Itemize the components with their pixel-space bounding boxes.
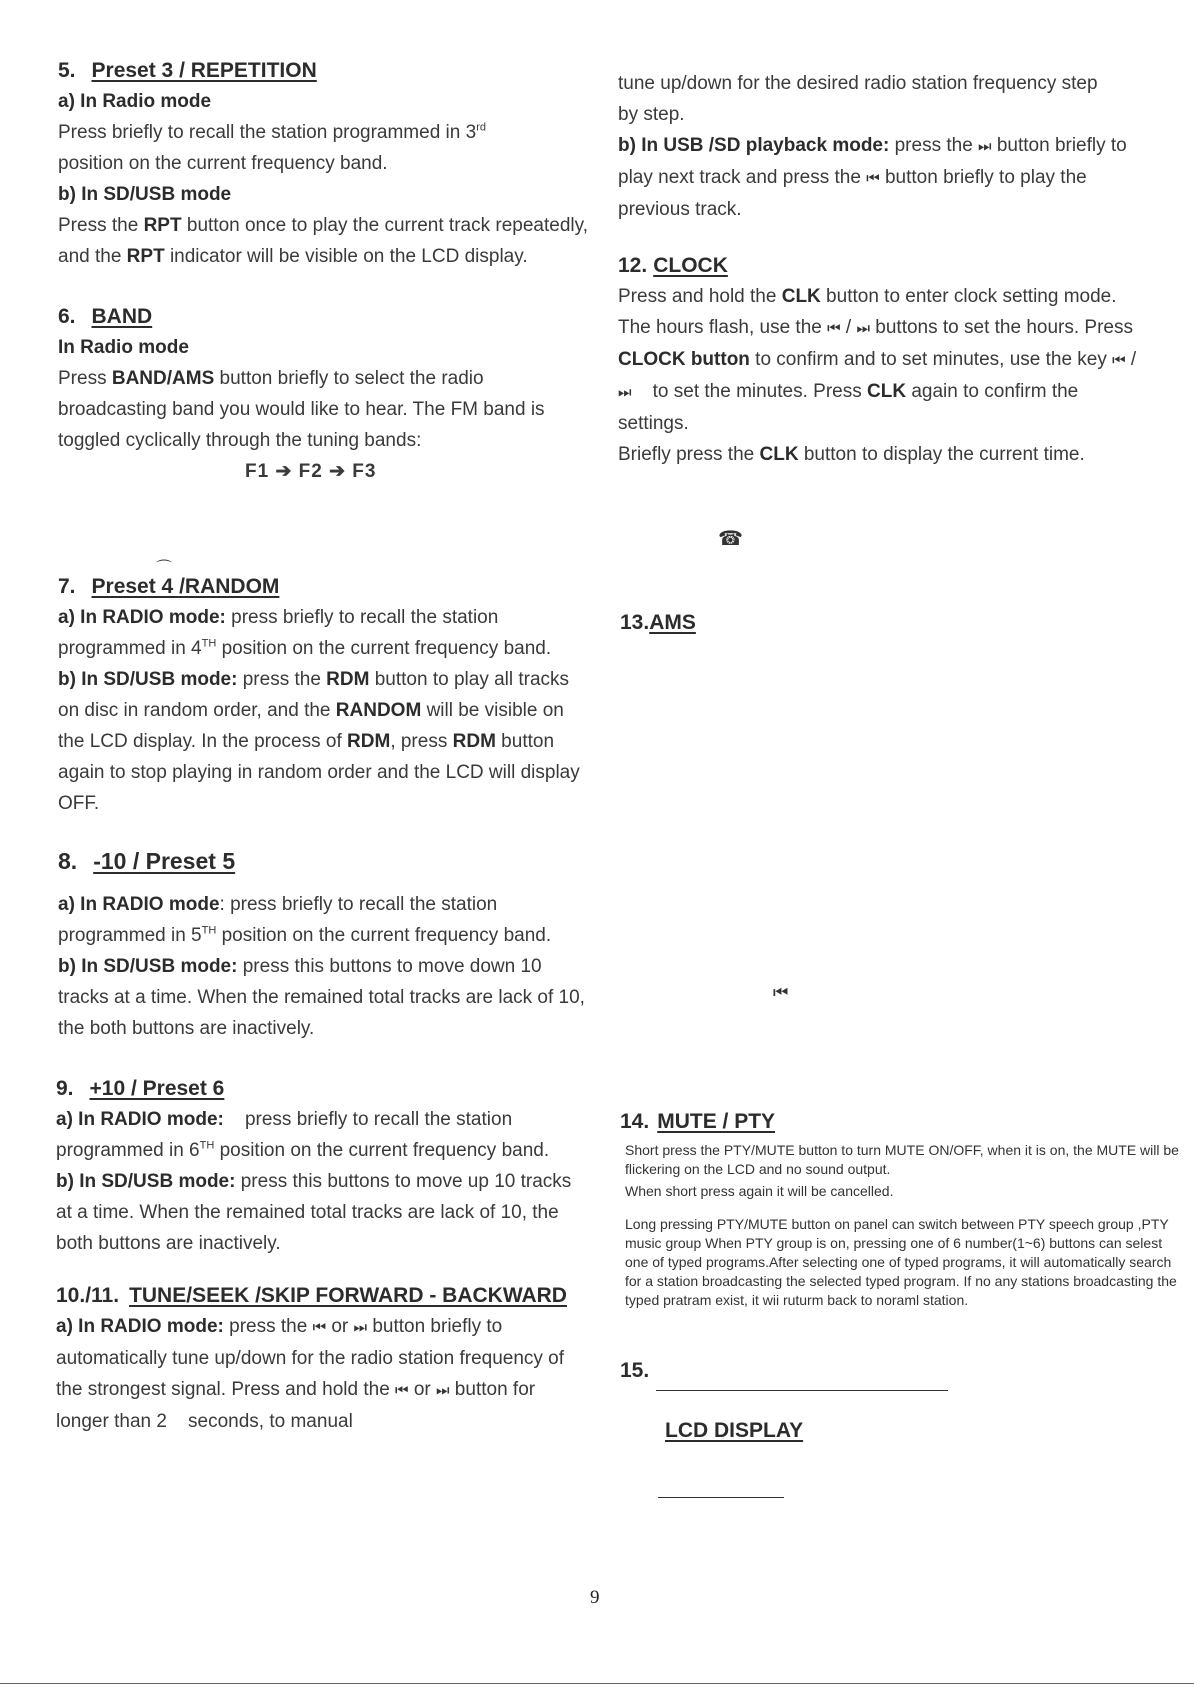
section-12 [618,251,1178,470]
prev-track-icon: ⏮ [1112,351,1126,369]
text: button once to play the current track repeatedly, and the [58,215,588,267]
band-sequence: F1 ➔ F2 ➔ F3 [245,461,377,482]
superscript: rd [476,121,486,134]
text: press the [223,1316,313,1337]
section-title: Preset 4 /RANDOM [91,575,280,598]
section-9 [56,1074,588,1259]
key-label: BAND/AMS [111,368,215,389]
section-15-heading [620,1356,649,1386]
text: Briefly press the [618,444,760,465]
key-label: RDM [452,731,496,752]
section-10-11-continued [618,68,1108,130]
text: press briefly to recall the station programmed in 6 [56,1109,518,1161]
subheading: a) In RADIO mode [58,894,220,915]
paragraph [618,439,1178,470]
section-7-heading [58,572,588,602]
section-number: 14. [620,1110,650,1133]
section-title: +10 / Preset 6 [89,1077,225,1100]
paragraph [58,664,588,819]
prev-track-icon: ⏮ [866,169,880,187]
section-5-heading [58,56,588,86]
text: indicator will be visible on the LCD display. [164,246,528,267]
paragraph [618,281,1138,439]
section-number: 15. [620,1359,650,1382]
section-title: TUNE/SEEK /SKIP FORWARD - BACKWARD [129,1284,567,1307]
next-track-icon: ⏭ [978,137,992,155]
text: button to display the current time. [798,444,1085,465]
key-label: CLK [781,286,821,307]
text: : press briefly to recall the station programmed in 5 [58,894,498,946]
next-track-icon: ⏭ [353,1318,368,1336]
subheading: b) In USB /SD playback mode: [618,135,890,156]
page-number: 9 [590,1587,600,1608]
section-14 [620,1107,1180,1310]
text: to set the minutes. Press [631,381,868,402]
text: position on the current frequency band. [214,1140,550,1161]
text: position on the current frequency band. [58,153,388,174]
subheading: a) In Radio mode [58,91,212,112]
next-track-icon: ⏭ [436,1381,450,1399]
superscript: TH [201,924,217,937]
text: press this buttons to move up 10 tracks at a time. When the remained total tracks are lack of 10, the both buttons are inactively. [56,1171,572,1254]
blank-line [656,1390,948,1391]
text: button briefly to play the previous track. [618,167,1087,220]
paragraph [58,210,588,272]
bottom-rule [0,1683,1194,1684]
left-column [58,56,588,1437]
section-number: 13. [620,611,650,634]
text: to confirm and to set minutes, use the key [749,349,1113,370]
section-number: 10./11. [56,1284,120,1307]
text: position on the current frequency band. [216,925,552,946]
paragraph: Short press the PTY/MUTE button to turn MUTE ON/OFF, when it is on, the MUTE will be flickering on the LCD and no sound output. [625,1142,1179,1177]
text: or [326,1316,354,1337]
subheading: In Radio mode [58,337,189,358]
text: button for longer than 2 seconds, to manual [56,1379,541,1432]
key-label: RANDOM [335,700,422,721]
section-number: 12. [618,254,648,277]
text: button briefly to play next track and press the [618,135,1127,188]
section-12-heading [618,251,1178,281]
text: press the [889,135,979,156]
paragraph [56,1104,588,1166]
section-number: 8. [58,848,78,874]
section-title: CLOCK [653,254,728,277]
text: Press [58,368,112,389]
section-10-11-heading [56,1281,588,1311]
text: , press [390,731,453,752]
section-6-heading [58,302,588,332]
section-number: 6. [58,305,76,328]
text: Press and hold the [618,286,782,307]
subheading: b) In SD/USB mode: [58,669,238,690]
section-title: BAND [91,305,153,328]
text: button briefly to select the radio broadcasting band you would like to hear. The FM band is toggled cyclically through the tuning bands: [58,368,545,451]
paragraph: Long pressing PTY/MUTE button on panel can switch between PTY speech group ,PTY music group When PTY group is on, pressing one of 6 number(1~6) buttons can selest one of typed programs.After selecting one of typed programs, it will automatically search for a station broadcasting the selected typed program. If no any stations broadcasting the typed pratram exist, it wii ruturm back to noraml station. [625,1216,1177,1308]
section-7 [58,572,588,819]
text: button to enter clock setting mode. The hours flash, use the [618,286,1117,338]
text: press this buttons to move down 10 tracks at a time. When the remained total tracks are lack of 10, the both buttons are inactively. [58,956,585,1039]
section-5 [58,56,588,272]
subheading: b) In SD/USB mode: [56,1171,236,1192]
text: Press the [58,215,144,236]
section-title: LCD DISPLAY [665,1419,804,1442]
text: position on the current frequency band. [216,638,552,659]
subheading: a) In RADIO mode: [56,1109,224,1130]
key-label: RDM [326,669,370,690]
section-13-heading [620,608,696,638]
paragraph [58,602,588,664]
prev-track-icon: ⏮ [395,1381,409,1399]
subheading: a) In RADIO mode: [58,607,226,628]
paragraph [58,889,588,951]
prev-track-icon: ⏮ [312,1318,327,1336]
key-label: RPT [126,246,165,267]
section-title: -10 / Preset 5 [93,848,236,874]
prev-track-icon: ⏮ [773,983,789,1003]
blank-line [658,1497,784,1498]
paragraph [56,1311,588,1437]
section-number: 9. [56,1077,74,1100]
prev-track-icon: ⏮ [827,319,841,337]
subheading: b) In SD/USB mode [58,184,232,205]
text: or [408,1379,437,1400]
key-label: CLK [867,381,907,402]
right-column [618,68,1178,470]
next-track-icon: ⏭ [618,383,632,401]
key-label: CLOCK button [618,349,750,370]
section-14-heading [620,1107,1180,1137]
next-track-icon: ⏭ [856,319,870,337]
text: button to play all tracks on disc in random order, and the [58,669,570,721]
section-9-heading [56,1074,588,1104]
text: will be visible on the LCD display. In the process of [58,700,564,752]
subheading: b) In SD/USB mode: [58,956,238,977]
paragraph [618,130,1138,225]
text: / [1125,349,1137,370]
text: button briefly to automatically tune up/down for the radio station frequency of the strongest signal. Press and hold the [56,1316,565,1400]
paragraph [58,117,588,179]
text: again to confirm the settings. [618,381,1079,434]
superscript: TH [201,637,217,650]
text: press briefly to recall the station programmed in 4 [58,607,499,659]
paragraph [56,1166,588,1259]
section-title: MUTE / PTY [657,1110,776,1133]
section-8 [58,843,588,1044]
section-8-heading [58,843,588,879]
section-number: 7. [58,575,76,598]
section-title: AMS [649,611,696,634]
text: press the [237,669,327,690]
superscript: TH [199,1139,215,1152]
section-title: Preset 3 / REPETITION [91,59,317,82]
key-label: CLK [759,444,799,465]
lcd-display-heading [665,1416,803,1446]
text: / [840,317,857,338]
text: button again to stop playing in random order and the LCD will display OFF. [58,731,580,814]
text: Press briefly to recall the station programmed in 3 [58,122,477,143]
section-6 [58,302,588,488]
text: buttons to set the hours. Press [870,317,1133,338]
section-10-11 [56,1281,588,1437]
subheading: a) In RADIO mode: [56,1316,224,1337]
stray-hook-mark: ⌒ [156,558,173,577]
key-label: RPT [143,215,182,236]
phone-icon: ☎ [718,526,743,550]
text: tune up/down for the desired radio station frequency step by step. [618,73,1098,125]
paragraph [58,951,588,1044]
paragraph [58,363,588,456]
section-number: 5. [58,59,76,82]
key-label: RDM [347,731,391,752]
paragraph: When short press again it will be cancelled. [625,1183,894,1199]
